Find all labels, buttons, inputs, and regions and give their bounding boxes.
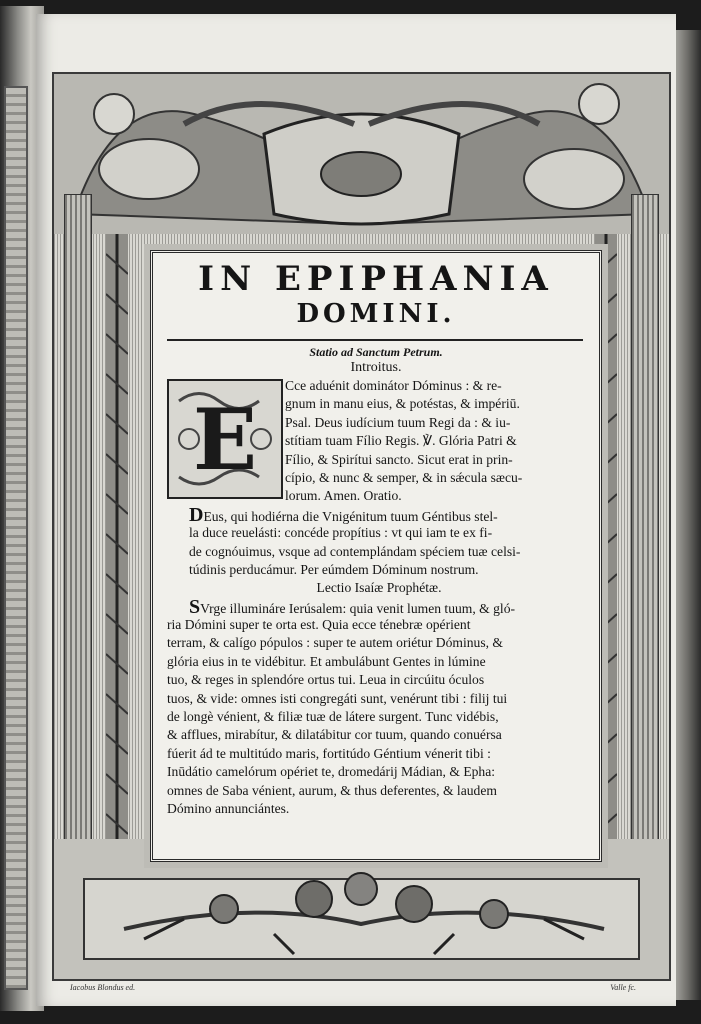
text-line (167, 671, 591, 689)
engraver-signature-right: Valle fc. (610, 983, 636, 992)
facing-page-border (4, 86, 28, 990)
text-line (167, 634, 591, 652)
text-line (167, 487, 591, 505)
statio-line: Statio ad Sanctum Petrum. (309, 345, 443, 359)
text-line (167, 745, 591, 763)
text-panel (150, 250, 602, 862)
line-text: Fílio, & Spirítui sancto. Sicut erat in prin- (285, 451, 513, 467)
line-text: de longè vénient, & filiæ tuæ de látere surgent. Tunc vidébis, (167, 709, 499, 725)
text-line (167, 524, 591, 542)
line-text: lorum. Amen. Oratio. (285, 488, 402, 504)
text-line (167, 800, 591, 818)
body-text (167, 377, 591, 818)
introitus-heading: Introitus. (350, 360, 402, 375)
text-line (167, 561, 591, 579)
page-subtitle: DOMINI. (296, 299, 456, 329)
line-text: Psal. Deus iudícium tuum Regi da : & iu- (285, 414, 511, 430)
engraved-frame (52, 72, 671, 981)
text-line (167, 763, 591, 781)
text-line (167, 579, 591, 597)
text-line (167, 506, 591, 524)
line-text: de cognóuimus, vsque ad contemplándam spéciem tuæ celsi- (189, 543, 521, 559)
text-line (167, 395, 591, 413)
line-text: Eus, qui hodiérna die Vnigénitum tuum Géntibus stel- (203, 508, 498, 524)
text-line (167, 377, 591, 395)
text-line (167, 543, 591, 561)
left-pillar (64, 194, 92, 856)
page-title: IN EPIPHANIA (198, 259, 554, 299)
line-text: Cce aduénit dominátor Dóminus : & re- (285, 378, 502, 393)
line-text: Inūdátio camelórum opériet te, dromedárij Mádian, & Epha: (167, 764, 496, 780)
text-line (167, 708, 591, 726)
line-text: la duce reuelásti: concéde propítius : vt qui iam te ex fi- (189, 525, 493, 541)
text-line (167, 598, 591, 616)
line-text: Vrge illumináre Ierúsalem: quia venit lumen tuum, & gló- (200, 600, 516, 616)
text-line (167, 616, 591, 634)
text-line (167, 726, 591, 744)
line-text: & afflues, mirabítur, & dilatábitur cor tuum, quando conuérsa (167, 727, 502, 743)
text-line (167, 414, 591, 432)
svg-text:E: E (192, 390, 258, 489)
line-text: túdinis perducámur. Per eúmdem Dóminum nostrum. (189, 561, 479, 577)
left-laurel-garland (106, 234, 128, 874)
text-line (167, 432, 591, 450)
line-text: fúerit ád te multitúdo maris, fortitúdo Géntium vénerit tibi : (167, 745, 491, 761)
text-line (167, 782, 591, 800)
line-text: tuo, & reges in splendóre ortus tui. Leua in circúitu óculos (167, 672, 485, 688)
engraver-signature-left: Iacobus Blondus ed. (70, 983, 136, 992)
line-text: stítiam tuam Fílio Regis. ℣. Glória Patri & (285, 433, 517, 449)
cherubs-cartouche-ornament (54, 74, 669, 234)
line-text: ria Dómini super te orta est. Quia ecce ténebræ opérient (167, 617, 471, 633)
right-pillar (631, 194, 659, 856)
initial-capital: S (189, 597, 201, 617)
text-line (167, 690, 591, 708)
line-text: omnes de Saba vénient, aurum, & thus deferentes, & laudem (167, 782, 497, 798)
line-text: gnum in manu eius, & potéstas, & impériū. (285, 396, 520, 412)
initial-capital: D (189, 505, 204, 525)
text-line (167, 469, 591, 487)
line-text: Lectio Isaíæ Prophétæ. (316, 580, 442, 596)
line-text: terram, & calígo pópulos : super te autem oriétur Dóminus, & (167, 635, 503, 651)
line-text: glória eius in te vidébitur. Et ambulábunt Gentes in lúmine (167, 653, 486, 669)
title-rule (167, 339, 583, 341)
line-text: tuos, & vide: omnes isti congregáti sunt, venérunt tibi : filij tui (167, 690, 508, 706)
text-line (167, 451, 591, 469)
line-text: cípio, & nunc & semper, & in sǽcula sæcu- (285, 469, 523, 485)
book-page (36, 14, 676, 1006)
line-text: Dómino annunciántes. (167, 800, 290, 816)
text-line (167, 653, 591, 671)
